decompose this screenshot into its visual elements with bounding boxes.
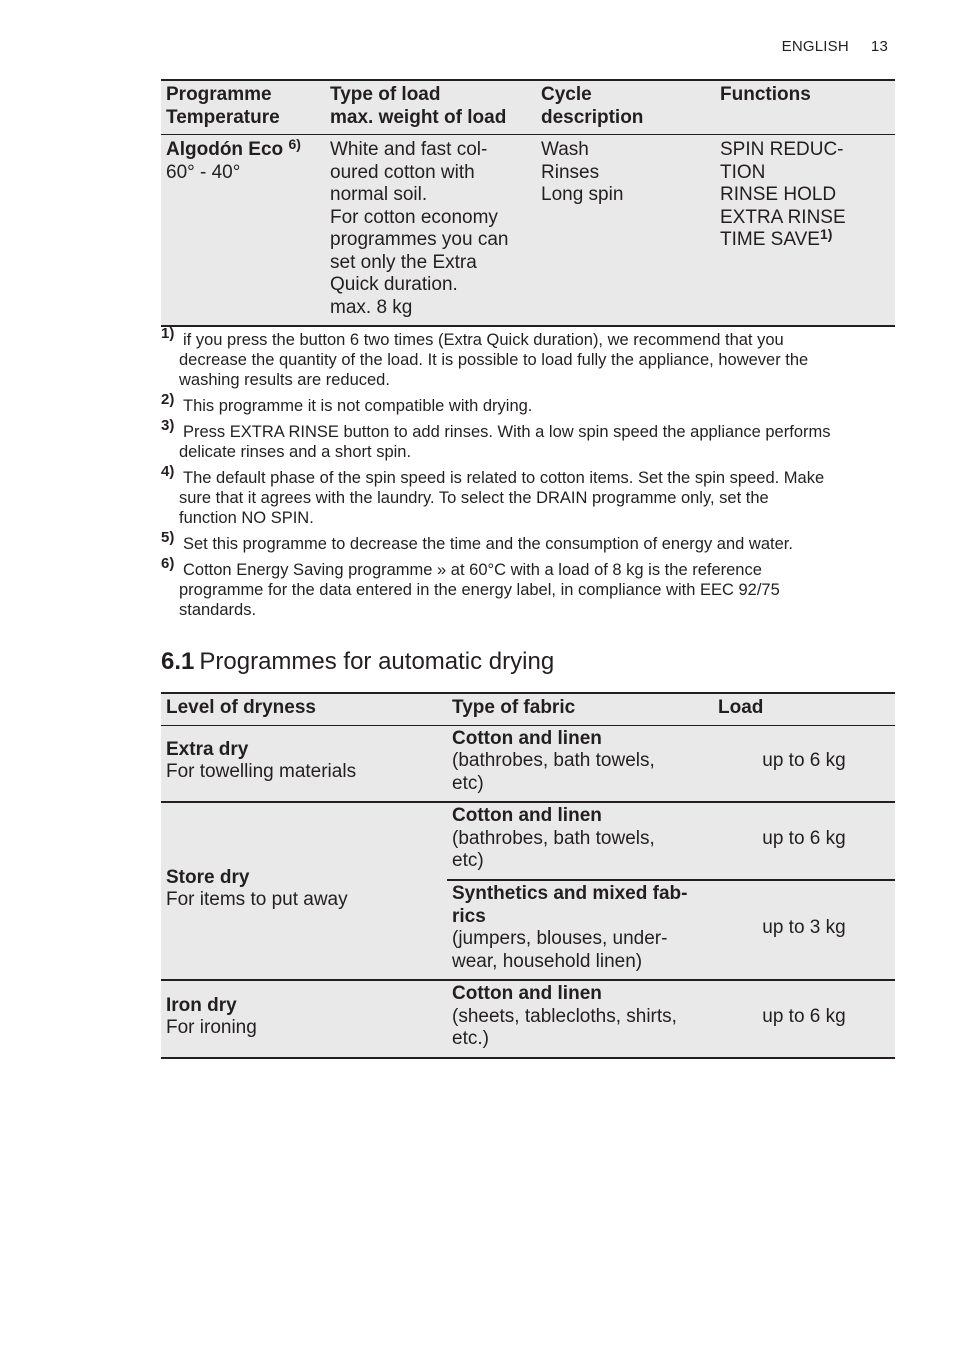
table-row [161, 135, 895, 327]
programme-table [161, 79, 895, 327]
fabric-cell [447, 980, 713, 1058]
fabric-examples: (bathrobes, bath towels, etc) [452, 750, 655, 794]
table-row [161, 802, 895, 880]
table-row [161, 725, 895, 802]
dryness-level: Iron dry [166, 994, 237, 1016]
dryness-description: For ironing [166, 1017, 257, 1038]
load-cell: up to 6 kg [713, 802, 895, 880]
footnote [161, 529, 897, 554]
column-header-functions: Functions [715, 80, 895, 135]
programme-cell [161, 135, 325, 327]
dryness-level: Extra dry [166, 738, 249, 760]
footnote-ref: 1) [819, 226, 833, 242]
footnote-text: This programme it is not compatible with drying. [183, 397, 533, 415]
cycle-cell: Wash Rinses Long spin [536, 135, 715, 327]
drying-table-header [161, 693, 895, 725]
fabric-type: Cotton and linen [452, 805, 602, 826]
footnotes [161, 325, 897, 626]
page-number: 13 [870, 38, 888, 55]
section-number: 6.1 [161, 648, 195, 675]
footnote-ref: 6) [288, 136, 301, 152]
functions-text: SPIN REDUC- TION RINSE HOLD EXTRA RINSE TIME SAVE [720, 139, 846, 250]
drying-table [161, 692, 895, 1059]
fabric-type: Synthetics and mixed fab- rics [452, 883, 688, 927]
footnote-continuation: programme for the data entered in the energy label, in compliance with EEC 92/75 standards. [179, 581, 780, 619]
fabric-cell [447, 802, 713, 880]
dryness-cell [161, 725, 447, 802]
footnote-mark: 2) [161, 391, 175, 408]
column-header-programme: Programme Temperature [161, 80, 325, 135]
dryness-description: For items to put away [166, 889, 348, 910]
fabric-examples: (sheets, tablecloths, shirts, etc.) [452, 1005, 677, 1049]
load-cell: up to 3 kg [713, 880, 895, 980]
programme-name: Algodón Eco [166, 139, 284, 160]
section-title-text: Programmes for automatic drying [199, 648, 555, 675]
dryness-cell [161, 980, 447, 1058]
footnote-mark: 4) [161, 463, 175, 480]
dryness-level: Store dry [166, 866, 250, 888]
footnote [161, 463, 897, 528]
load-cell: White and fast col- oured cotton with normal soil. For cotton economy programmes you can set only the Extra Quick duration. max. 8 kg [325, 135, 536, 327]
language-label: ENGLISH [781, 38, 849, 55]
column-header-fabric: Type of fabric [447, 693, 713, 725]
column-header-load-type: Type of load max. weight of load [325, 80, 536, 135]
column-header-load: Load [713, 693, 895, 725]
fabric-examples: (jumpers, blouses, under- wear, household linen) [452, 928, 668, 972]
footnote-continuation: sure that it agrees with the laundry. To select the DRAIN programme only, set the function NO SPIN. [179, 489, 769, 527]
fabric-type: Cotton and linen [452, 983, 602, 1004]
load-cell: up to 6 kg [713, 980, 895, 1058]
fabric-cell [447, 880, 713, 980]
footnote [161, 417, 897, 462]
column-header-cycle: Cycle description [536, 80, 715, 135]
table-row [161, 980, 895, 1058]
footnote-text: Cotton Energy Saving programme » at 60°C with a load of 8 kg is the reference [183, 561, 762, 579]
footnote-mark: 5) [161, 529, 175, 546]
fabric-type: Cotton and linen [452, 727, 602, 749]
footnote-text: if you press the button 6 two times (Extra Quick duration), we recommend that you [183, 331, 784, 349]
fabric-examples: (bathrobes, bath towels, etc) [452, 827, 655, 871]
dryness-description: For towelling materials [166, 761, 357, 783]
footnote-mark: 1) [161, 325, 175, 342]
footnote-mark: 6) [161, 555, 175, 572]
programme-table-header [161, 80, 895, 135]
dryness-cell [161, 802, 447, 980]
footnote [161, 391, 897, 416]
footnote [161, 325, 897, 390]
section-heading [161, 648, 554, 676]
footnote-continuation: decrease the quantity of the load. It is possible to load fully the appliance, however the washing results are reduced. [179, 351, 809, 389]
running-header [782, 38, 888, 55]
footnote-text: Set this programme to decrease the time and the consumption of energy and water. [183, 535, 793, 553]
footnote-continuation: delicate rinses and a short spin. [179, 443, 412, 461]
functions-cell [715, 135, 895, 327]
footnote-text: The default phase of the spin speed is related to cotton items. Set the spin speed. Make [183, 469, 825, 487]
programme-temperature: 60° - 40° [166, 161, 241, 183]
footnote-text: Press EXTRA RINSE button to add rinses. With a low spin speed the appliance performs [183, 423, 831, 441]
fabric-cell [447, 725, 713, 802]
footnote [161, 555, 897, 620]
column-header-dryness: Level of dryness [161, 693, 447, 725]
footnote-mark: 3) [161, 417, 175, 434]
load-cell: up to 6 kg [713, 725, 895, 802]
